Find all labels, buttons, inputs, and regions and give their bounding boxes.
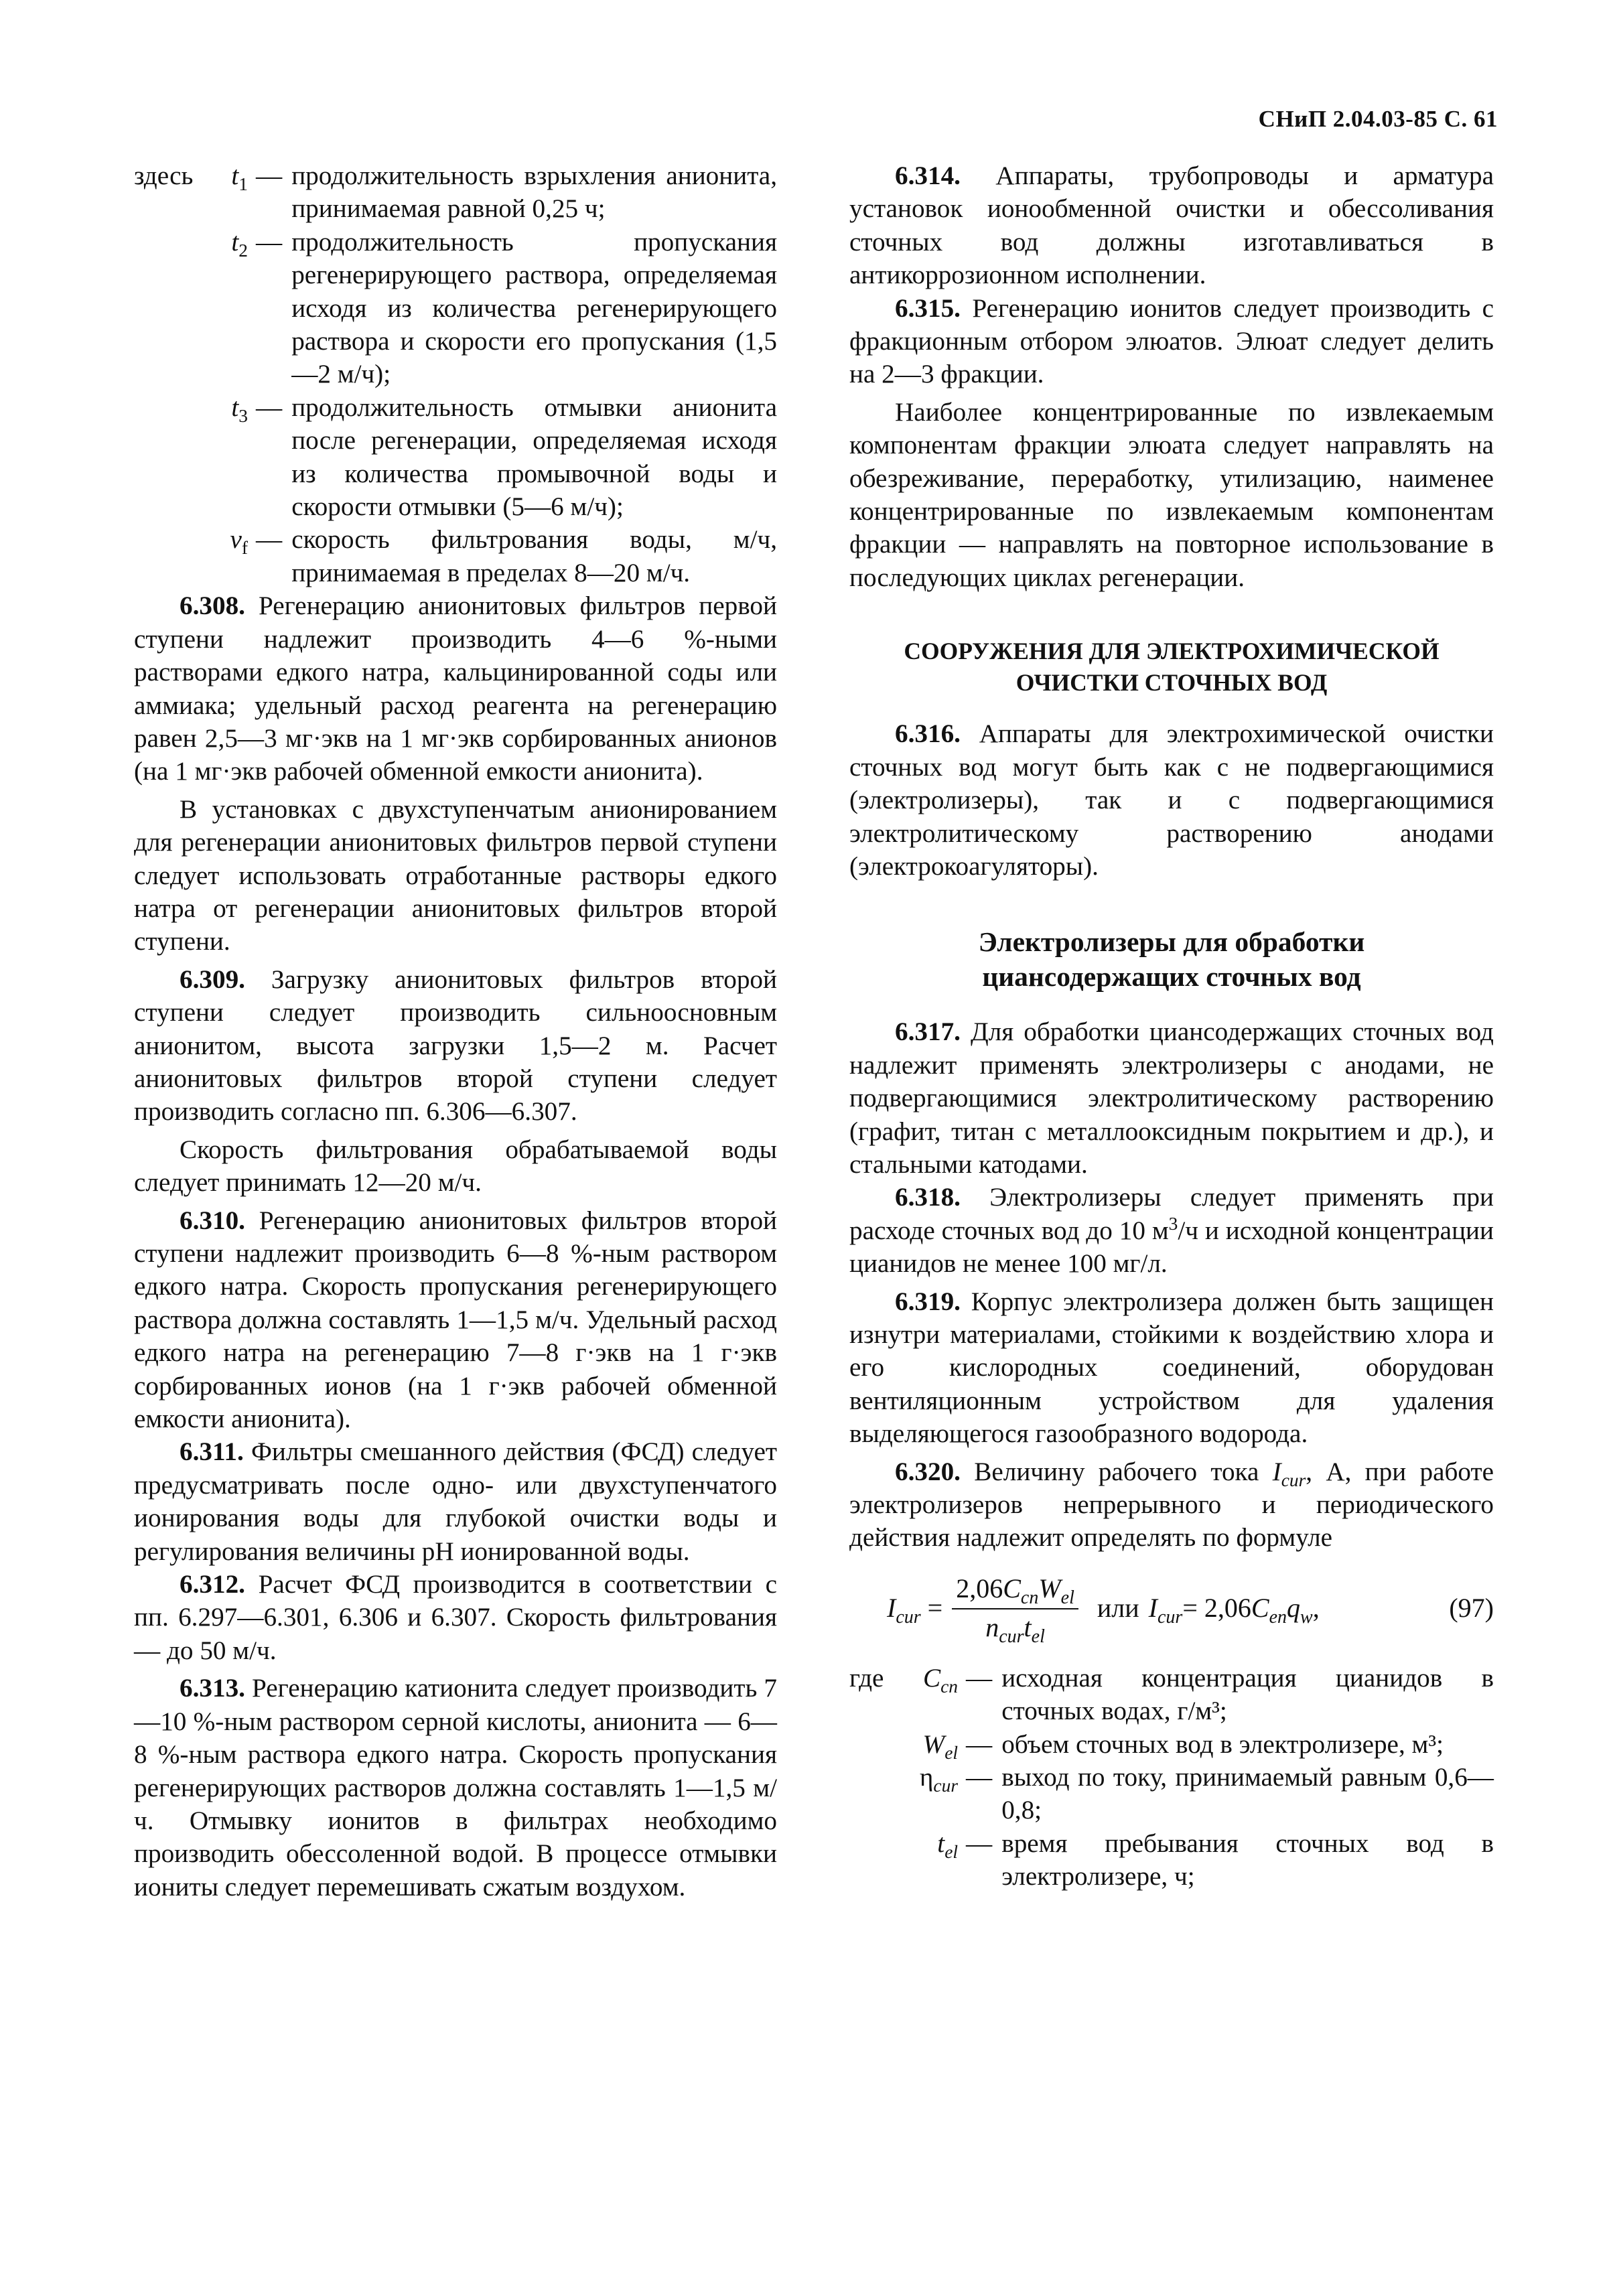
definition-text: выход по току, принимаемый равным 0,6—0,8;: [1001, 1763, 1494, 1825]
paragraph-6-311: 6.311. Фильтры смешанного действия (ФСД) следует предусматривать после одно- или двухступенчатого ионирования воды для глубокой очистки воды и регулирования величины pH ионированной воды.: [134, 1437, 777, 1566]
paragraph-6-318: 6.318. Электролизеры следует применять при расходе сточных вод до 10 $м^3/ч$ и исходной концентрации цианидов не менее 100 мг/л.: [849, 1183, 1494, 1279]
definition-text: продолжительность взрыхления анионита, принимаемая равной 0,25 ч;: [291, 161, 777, 224]
paragraph-6-320: 6.320. Величину рабочего тока $I_{cur}$, А, при работе электролизеров непрерывного и периодического действия надлежит определять по формуле: [849, 1457, 1494, 1553]
clause-number: 6.313.: [180, 1674, 245, 1703]
definition-lead: где: [849, 1663, 884, 1693]
paragraph-6-309-cont: Скорость фильтрования обрабатываемой воды следует принимать 12—20 м/ч.: [134, 1135, 777, 1198]
definition-text: объем сточных вод в электролизере, м³;: [1001, 1729, 1444, 1759]
definition-text: время пребывания сточных вод в электролизере, ч;: [1001, 1828, 1494, 1891]
formula-fraction: $\frac{2,06C_{cn}W_{el}}{n_{cur}t_{el}}$: [952, 1573, 1078, 1643]
clause-number: 6.317.: [895, 1017, 961, 1047]
definition-symbol: $t_3$: [231, 392, 248, 426]
definition-row: здесь $t_1$ — продолжительность взрыхления анионита, принимаемая равной 0,25 ч;: [134, 159, 777, 226]
definition-row: $t_2$ — продолжительность пропускания регенерирующего раствора, определяемая исходя из количества регенерирующего раствора и скорости его пропускания (1,5—2 м/ч);: [134, 226, 777, 391]
definition-symbol: $t_{el}$: [937, 1828, 958, 1862]
definition-symbol: $v_f$: [230, 525, 248, 559]
definition-text: скорость фильтрования воды, м/ч, принимаемая в пределах 8—20 м/ч.: [291, 525, 777, 587]
definition-row: $\eta_{cur}$ — выход по току, принимаемый равным 0,6—0,8;: [849, 1761, 1494, 1827]
definition-row: $t_3$ — продолжительность отмывки анионита после регенерации, определяемая исходя из количества промывочной воды и скорости отмывки (5—6 м/ч);: [134, 391, 777, 524]
definition-text: исходная концентрация цианидов в сточных водах, г/м³;: [1001, 1663, 1494, 1726]
definition-lead: [134, 391, 213, 524]
definition-row: $v_f$ — скорость фильтрования воды, м/ч, принимаемая в пределах 8—20 м/ч.: [134, 523, 777, 589]
clause-number: 6.308.: [180, 591, 245, 621]
paragraph-6-308: 6.308. Регенерацию анионитовых фильтров первой ступени надлежит производить 4—6 %-ными растворами едкого натра, кальцинированной соды или аммиака; удельный расход реагента на регенерацию равен 2,5—3 мг·экв на 1 мг·экв сорбированных анионов (на 1 мг·экв рабочей обменной емкости анионита).: [134, 591, 777, 786]
subsection-heading: Электролизеры для обработки циансодержащих сточных вод: [978, 926, 1365, 993]
definition-lead: здесь: [134, 161, 194, 190]
formula-lhs: $I_{cur}$: [887, 1593, 921, 1628]
clause-number: 6.314.: [895, 161, 961, 190]
paragraph-6-309: 6.309. Загрузку анионитовых фильтров второй ступени следует производить сильноосновным анионитом, высота загрузки 1,5—2 м. Расчет анионитовых фильтров второй ступени следует производить согласно пп. 6.306—6.307.: [134, 964, 778, 1127]
clause-number: 6.320.: [895, 1457, 961, 1486]
paragraph-6-313: 6.313. Регенерацию катионита следует производить 7—10 %-ным раствором серной кислоты, анионита — 6—8 %-ным раствора едкого натра. Скорость пропускания регенерирующих растворов должна составлять 1—1,5 м/ч. Отмывку ионитов в фильтрах необходимо производить обессоленной водой. В процессе отмывки иониты следует перемешивать сжатым воздухом.: [134, 1674, 777, 1902]
section-heading: СООРУЖЕНИЯ ДЛЯ ЭЛЕКТРОХИМИЧЕСКОЙ ОЧИСТКИ СТОЧНЫХ ВОД: [904, 638, 1440, 697]
clause-number: 6.312.: [180, 1570, 245, 1599]
definition-row: $t_{el}$ — время пребывания сточных вод в электролизере, ч;: [849, 1827, 1494, 1893]
definition-symbol: $t_2$: [231, 227, 248, 261]
definition-text: продолжительность отмывки анионита после регенерации, определяемая исходя из количества промывочной воды и скорости отмывки (5—6 м/ч);: [291, 392, 777, 522]
paragraph-6-316: 6.316. Аппараты для электрохимической очистки сточных вод могут быть как с не подвергающимися (электролизеры), так и с подвергающимися электролитическому растворению анодами (электрокоагуляторы).: [849, 719, 1494, 881]
clause-number: 6.316.: [895, 719, 961, 749]
definition-lead: [849, 1827, 899, 1893]
definition-row: где $C_{cn}$ — исходная концентрация цианидов в сточных водах, г/м³;: [849, 1662, 1494, 1728]
definition-lead: [134, 523, 213, 589]
paragraph-6-312: 6.312. Расчет ФСД производится в соответствии с пп. 6.297—6.301, 6.306 и 6.307. Скорость фильтрования — до 50 м/ч.: [134, 1570, 777, 1665]
right-column: [849, 159, 1494, 1893]
clause-number: 6.318.: [895, 1183, 961, 1212]
clause-number: 6.311.: [180, 1437, 244, 1467]
clause-number: 6.319.: [895, 1287, 961, 1316]
paragraph-6-315: 6.315. Регенерацию ионитов следует производить с фракционным отбором элюатов. Элюат следует делить на 2—3 фракции.: [849, 293, 1494, 389]
left-column: [134, 159, 777, 1904]
clause-number: 6.310.: [180, 1206, 245, 1235]
paragraph-6-308-cont: В установках с двухступенчатым анионированием для регенерации анионитовых фильтров первой ступени следует использовать отработанные растворы едкого натра от регенерации анионитовых фильтров второй ступени.: [134, 794, 777, 956]
definition-symbol: $\eta_{cur}$: [919, 1763, 958, 1796]
clause-number: 6.315.: [895, 293, 961, 323]
clause-number: 6.309.: [180, 964, 245, 994]
definition-lead: [134, 226, 213, 391]
variable-definitions-1: [134, 159, 777, 589]
paragraph-6-314: 6.314. Аппараты, трубопроводы и арматура установок ионообменной очистки и обессоливания сточных вод должны изготавливаться в антикоррозионном исполнении.: [849, 161, 1494, 290]
formula-rhs: $I_{cur}= 2,06C_{en}q_w$,: [1148, 1593, 1320, 1628]
definition-symbol: $W_{el}$: [922, 1729, 958, 1763]
variable-definitions-2: [849, 1662, 1494, 1893]
paragraph-6-317: 6.317. Для обработки циансодержащих сточных вод надлежит применять электролизеры с анодами, не подвергающимися электролитическому растворению (графит, титан с металлооксидным покрытием и др.), и стальными катодами.: [849, 1017, 1494, 1179]
formula-97: $I_{cur}$ = $\frac{2,06C_{cn}W_{el}}{n_{cur}t_{el}}$ или $I_{cur}= 2,06C_{en}q_w$, (97): [887, 1573, 1494, 1647]
definition-symbol: $C_{cn}$: [922, 1663, 958, 1697]
definition-symbol: $t_1$: [231, 161, 248, 194]
definition-lead: [849, 1761, 899, 1827]
definition-row: $W_{el}$ — объем сточных вод в электролизере, м³;: [849, 1728, 1494, 1761]
page-header: СНиП 2.04.03-85 С. 61: [1258, 106, 1498, 132]
paragraph-6-310: 6.310. Регенерацию анионитовых фильтров второй ступени надлежит производить 6—8 %-ным раствором едкого натра. Скорость пропускания регенерирующего раствора должна составлять 1—1,5 м/ч. Удельный расход едкого натра на регенерацию 7—8 г·экв на 1 г·экв сорбированных ионов (на 1 г·экв рабочей обменной емкости анионита).: [134, 1206, 778, 1434]
definition-text: продолжительность пропускания регенерирующего раствора, определяемая исходя из количества регенерирующего раствора и скорости его пропускания (1,5—2 м/ч);: [291, 227, 777, 389]
paragraph-6-315-cont: Наиболее концентрированные по извлекаемым компонентам фракции элюата следует направлять на обезреживание, переработку, утилизацию, наименее концентрированные по извлекаемым компонентам фракции — направлять на повторное использование в последующих циклах регенерации.: [849, 397, 1494, 592]
definition-lead: [849, 1728, 899, 1761]
paragraph-6-319: 6.319. Корпус электролизера должен быть защищен изнутри материалами, стойкими к воздействию хлора и его кислородных соединений, оборудован вентиляционным устройством для удаления выделяющегося газообразного водорода.: [849, 1287, 1494, 1449]
equation-number: (97): [1449, 1593, 1494, 1624]
